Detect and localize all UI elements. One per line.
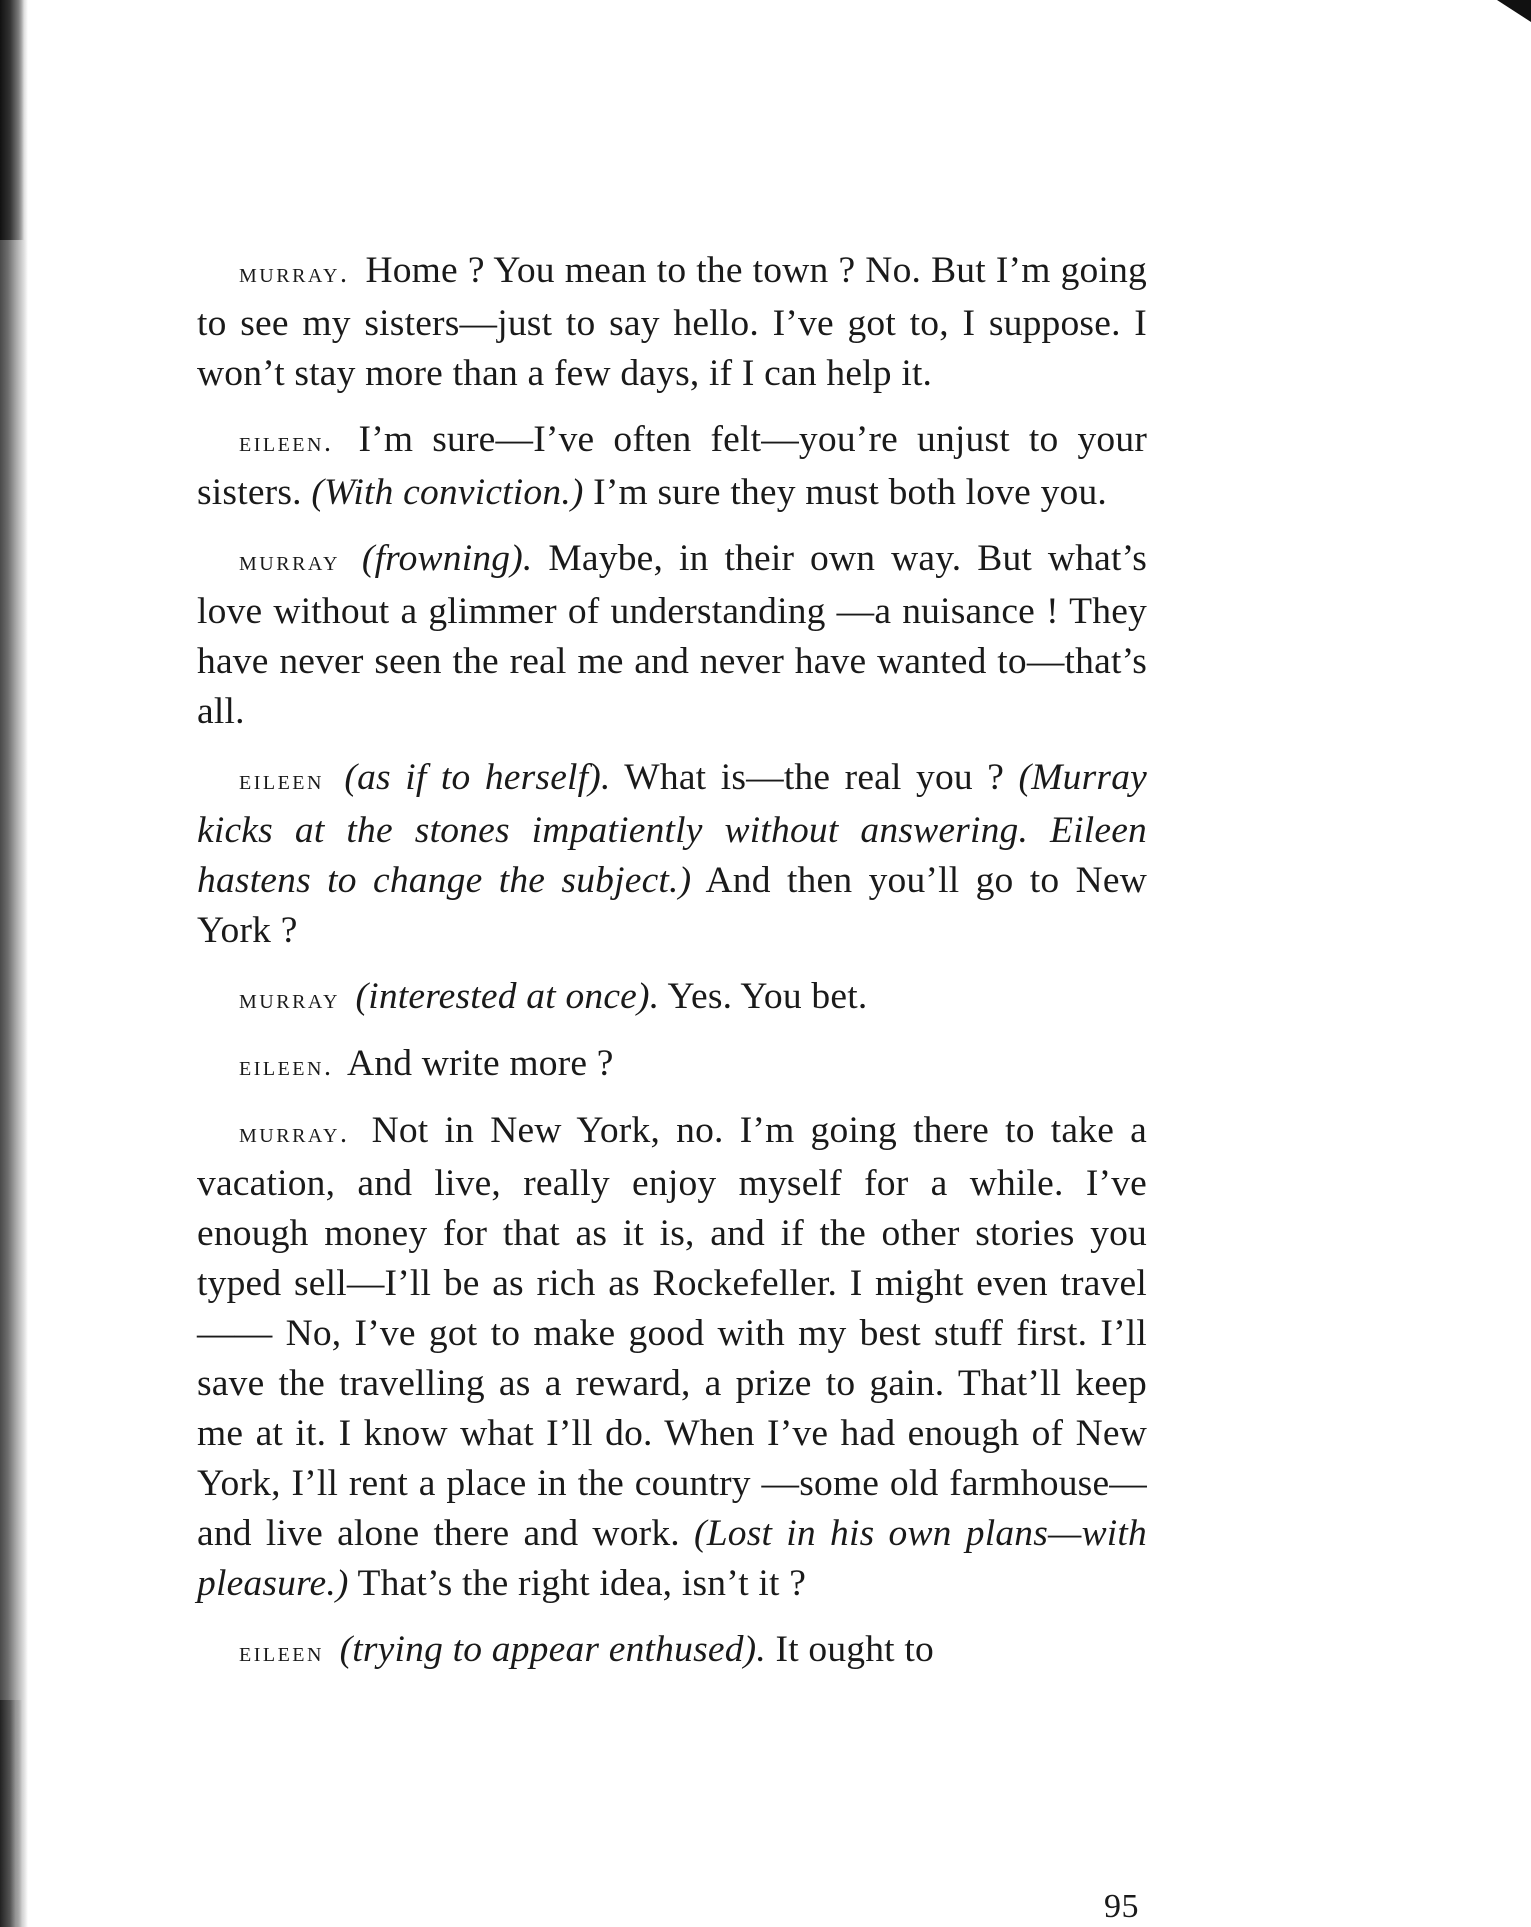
speech-eileen-1 [197,415,1147,518]
dialogue-text: And then you’ll go to New York ? [197,860,1147,951]
speaker-name: eileen [239,765,324,796]
dialogue-text: Not in New York, no. I’m going there to take a vacation, and live, really enjoy myself for a while. I’ve enough money for that as it is, and if the other stories you typed sell—I’ll be as rich as Rockefeller. I might even travel—— No, I’ve got to make good with my best stuff first. I’ll save the travelling as a reward, a prize to gain. That’ll keep me at it. I know what I’ll do. When I’ve had enough of New York, I’ll rent a place in the country —some old farmhouse—and live alone there and work. [197,1110,1147,1554]
speaker-name: murray [239,546,340,577]
speaker-name: murray [239,984,340,1015]
speech-murray-1 [197,246,1147,399]
dialogue-text: And write more ? [347,1043,614,1084]
speaker-name: eileen. [239,1051,334,1082]
speech-murray-4 [197,1106,1147,1609]
page-corner-mark [1497,0,1531,22]
speaker-name: murray. [239,258,350,289]
dialogue-text: I’m sure they must both love you. [593,472,1107,513]
dialogue-text: What is—the real you ? [624,757,1005,798]
dialogue-text: Maybe, in their own way. But what’s love without a glimmer of understanding —a nuisance ! They have never seen the real me and never have wanted to—that’s all. [197,538,1148,732]
dialogue-text: Yes. You bet. [667,976,868,1017]
page-text-body [197,246,1147,1694]
speech-eileen-4 [197,1625,1147,1678]
page-binding-shadow [0,0,28,1927]
stage-direction: (Murray kicks at the stones impatiently without answering. Eileen hastens to change the subject.) [197,757,1147,901]
speaker-name: murray. [239,1118,350,1149]
speaker-name: eileen [239,1637,324,1668]
speech-eileen-2 [197,753,1147,956]
speech-murray-3 [197,972,1147,1025]
stage-direction: (as if to herself). [344,757,611,798]
speech-eileen-3 [197,1039,1147,1092]
speech-murray-2 [197,534,1147,737]
stage-direction: (interested at once). [355,976,660,1017]
dialogue-text: It ought to [775,1629,934,1670]
stage-direction: (Lost in his own plans—with pleasure.) [197,1513,1147,1604]
dialogue-text: That’s the right idea, isn’t it ? [357,1563,807,1604]
dialogue-text: I’m sure—I’ve often felt—you’re unjust to your sisters. [197,419,1148,513]
dialogue-text: Home ? You mean to the town ? No. But I’m going to see my sisters—just to say hello. I’ve got to, I suppose. I won’t stay more than a few days, if I can help it. [197,250,1147,394]
stage-direction: (trying to appear enthused). [339,1629,766,1670]
page-binding-shadow-bottom [0,1700,22,1927]
page-number: 95 [1104,1888,1139,1925]
page-binding-shadow-top [0,0,24,240]
stage-direction: (With conviction.) [311,472,584,513]
speaker-name: eileen. [239,427,334,458]
stage-direction: (frowning). [361,538,533,579]
